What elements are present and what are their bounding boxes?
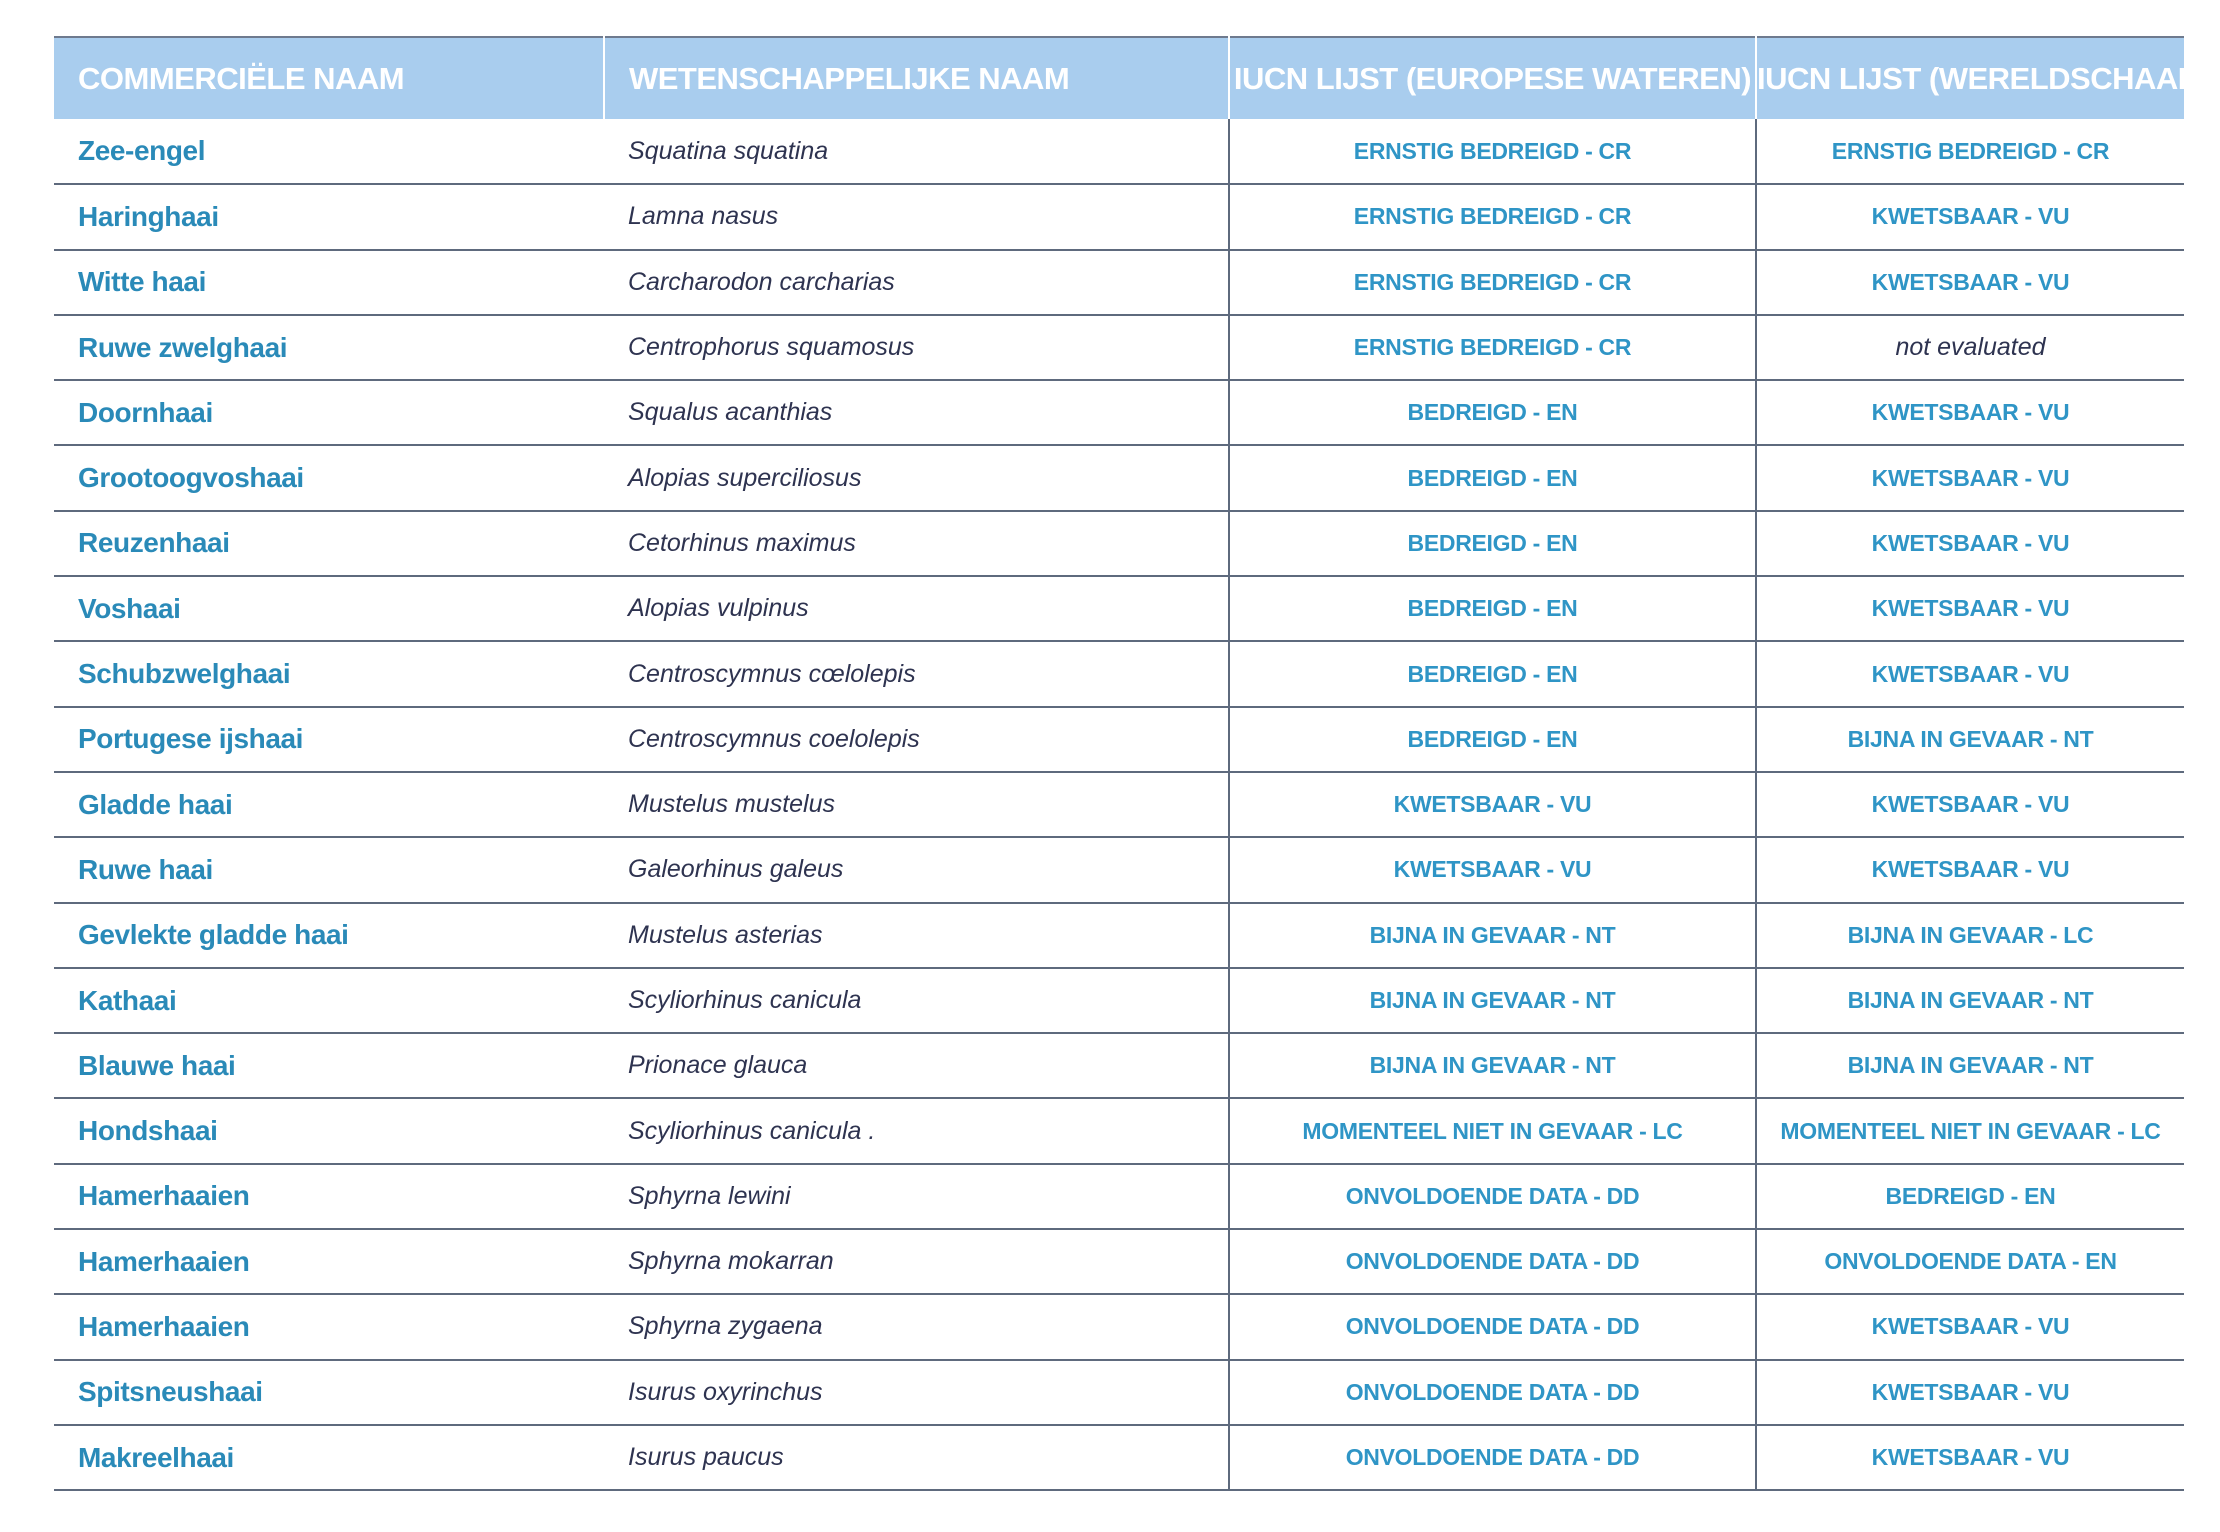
header-iucn-european: IUCN LIJST (EUROPESE WATEREN): [1229, 37, 1756, 119]
commercial-name: Hondshaai: [54, 1098, 604, 1163]
table-row: [54, 1360, 2184, 1425]
iucn-world-status: KWETSBAAR - VU: [1756, 511, 2184, 576]
commercial-name: Reuzenhaai: [54, 511, 604, 576]
iucn-world-status: MOMENTEEL NIET IN GEVAAR - LC: [1756, 1098, 2184, 1163]
table-row: [54, 380, 2184, 445]
iucn-world-status: BIJNA IN GEVAAR - NT: [1756, 1033, 2184, 1098]
iucn-european-status: ERNSTIG BEDREIGD - CR: [1229, 315, 1756, 380]
scientific-name: Alopias vulpinus: [604, 576, 1229, 641]
commercial-name: Zee-engel: [54, 119, 604, 184]
iucn-world-status: KWETSBAAR - VU: [1756, 380, 2184, 445]
commercial-name: Haringhaai: [54, 184, 604, 249]
iucn-european-status: ERNSTIG BEDREIGD - CR: [1229, 119, 1756, 184]
table-row: [54, 445, 2184, 510]
table-row: [54, 1164, 2184, 1229]
commercial-name: Doornhaai: [54, 380, 604, 445]
commercial-name: Hamerhaaien: [54, 1229, 604, 1294]
scientific-name: Scyliorhinus canicula: [604, 968, 1229, 1033]
shark-iucn-table-container: [54, 36, 2207, 1491]
commercial-name: Gladde haai: [54, 772, 604, 837]
iucn-world-status: BIJNA IN GEVAAR - NT: [1756, 968, 2184, 1033]
table-row: [54, 576, 2184, 641]
table-row: [54, 837, 2184, 902]
scientific-name: Prionace glauca: [604, 1033, 1229, 1098]
iucn-european-status: ONVOLDOENDE DATA - DD: [1229, 1164, 1756, 1229]
shark-iucn-table: [54, 36, 2207, 1491]
commercial-name: Blauwe haai: [54, 1033, 604, 1098]
commercial-name: Portugese ijshaai: [54, 707, 604, 772]
iucn-european-status: BEDREIGD - EN: [1229, 511, 1756, 576]
header-scientific-name: WETENSCHAPPELIJKE NAAM: [604, 37, 1229, 119]
iucn-world-status: ONVOLDOENDE DATA - EN: [1756, 1229, 2184, 1294]
iucn-european-status: BEDREIGD - EN: [1229, 641, 1756, 706]
iucn-european-status: BIJNA IN GEVAAR - NT: [1229, 903, 1756, 968]
iucn-world-status: ERNSTIG BEDREIGD - CR: [1756, 119, 2184, 184]
scientific-name: Cetorhinus maximus: [604, 511, 1229, 576]
table-row: [54, 707, 2184, 772]
iucn-european-status: ONVOLDOENDE DATA - DD: [1229, 1425, 1756, 1490]
iucn-world-status: BIJNA IN GEVAAR - LC: [1756, 903, 2184, 968]
table-row: [54, 250, 2184, 315]
iucn-world-status: KWETSBAAR - VU: [1756, 1360, 2184, 1425]
table-body: [54, 119, 2184, 1490]
scientific-name: Sphyrna zygaena: [604, 1294, 1229, 1359]
iucn-world-status: not evaluated: [1756, 315, 2184, 380]
scientific-name: Alopias superciliosus: [604, 445, 1229, 510]
table-header: [54, 37, 2207, 119]
iucn-world-status: KWETSBAAR - VU: [1756, 184, 2184, 249]
table-row: [54, 1294, 2184, 1359]
iucn-world-status: KWETSBAAR - VU: [1756, 641, 2184, 706]
scientific-name: Squalus acanthias: [604, 380, 1229, 445]
table-row: [54, 1229, 2184, 1294]
iucn-european-status: ONVOLDOENDE DATA - DD: [1229, 1229, 1756, 1294]
commercial-name: Spitsneushaai: [54, 1360, 604, 1425]
scientific-name: Isurus paucus: [604, 1425, 1229, 1490]
table-row: [54, 968, 2184, 1033]
header-row: [54, 37, 2184, 119]
iucn-european-status: ERNSTIG BEDREIGD - CR: [1229, 250, 1756, 315]
iucn-world-status: KWETSBAAR - VU: [1756, 445, 2184, 510]
commercial-name: Ruwe zwelghaai: [54, 315, 604, 380]
scientific-name: Lamna nasus: [604, 184, 1229, 249]
scientific-name: Squatina squatina: [604, 119, 1229, 184]
table-row: [54, 184, 2184, 249]
iucn-world-status: KWETSBAAR - VU: [1756, 250, 2184, 315]
iucn-world-status: BIJNA IN GEVAAR - NT: [1756, 707, 2184, 772]
scientific-name: Centroscymnus coelolepis: [604, 707, 1229, 772]
scientific-name: Sphyrna mokarran: [604, 1229, 1229, 1294]
scientific-name: Scyliorhinus canicula .: [604, 1098, 1229, 1163]
commercial-name: Hamerhaaien: [54, 1294, 604, 1359]
table-row: [54, 119, 2184, 184]
table-row: [54, 1425, 2184, 1490]
scientific-name: Sphyrna lewini: [604, 1164, 1229, 1229]
scientific-name: Mustelus asterias: [604, 903, 1229, 968]
iucn-world-status: KWETSBAAR - VU: [1756, 772, 2184, 837]
table-row: [54, 1098, 2184, 1163]
iucn-european-status: BEDREIGD - EN: [1229, 707, 1756, 772]
commercial-name: Hamerhaaien: [54, 1164, 604, 1229]
iucn-european-status: MOMENTEEL NIET IN GEVAAR - LC: [1229, 1098, 1756, 1163]
commercial-name: Schubzwelghaai: [54, 641, 604, 706]
header-commercial-name: COMMERCIËLE NAAM: [54, 37, 604, 119]
table-row: [54, 903, 2184, 968]
table-row: [54, 1033, 2184, 1098]
iucn-european-status: ONVOLDOENDE DATA - DD: [1229, 1294, 1756, 1359]
iucn-european-status: KWETSBAAR - VU: [1229, 772, 1756, 837]
table-row: [54, 641, 2184, 706]
header-iucn-world: IUCN LIJST (WERELDSCHAAL): [1756, 37, 2184, 119]
scientific-name: Mustelus mustelus: [604, 772, 1229, 837]
commercial-name: Witte haai: [54, 250, 604, 315]
iucn-world-status: KWETSBAAR - VU: [1756, 837, 2184, 902]
commercial-name: Grootoogvoshaai: [54, 445, 604, 510]
iucn-european-status: ERNSTIG BEDREIGD - CR: [1229, 184, 1756, 249]
table-row: [54, 315, 2184, 380]
iucn-european-status: KWETSBAAR - VU: [1229, 837, 1756, 902]
iucn-world-status: KWETSBAAR - VU: [1756, 576, 2184, 641]
table-row: [54, 772, 2184, 837]
commercial-name: Ruwe haai: [54, 837, 604, 902]
iucn-world-status: KWETSBAAR - VU: [1756, 1294, 2184, 1359]
scientific-name: Centroscymnus cœlolepis: [604, 641, 1229, 706]
iucn-european-status: BEDREIGD - EN: [1229, 445, 1756, 510]
commercial-name: Makreelhaai: [54, 1425, 604, 1490]
table-row: [54, 511, 2184, 576]
iucn-world-status: KWETSBAAR - VU: [1756, 1425, 2184, 1490]
iucn-european-status: BIJNA IN GEVAAR - NT: [1229, 1033, 1756, 1098]
commercial-name: Voshaai: [54, 576, 604, 641]
iucn-world-status: BEDREIGD - EN: [1756, 1164, 2184, 1229]
iucn-european-status: ONVOLDOENDE DATA - DD: [1229, 1360, 1756, 1425]
scientific-name: Centrophorus squamosus: [604, 315, 1229, 380]
commercial-name: Kathaai: [54, 968, 604, 1033]
scientific-name: Isurus oxyrinchus: [604, 1360, 1229, 1425]
scientific-name: Galeorhinus galeus: [604, 837, 1229, 902]
scientific-name: Carcharodon carcharias: [604, 250, 1229, 315]
commercial-name: Gevlekte gladde haai: [54, 903, 604, 968]
iucn-european-status: BEDREIGD - EN: [1229, 576, 1756, 641]
iucn-european-status: BEDREIGD - EN: [1229, 380, 1756, 445]
iucn-european-status: BIJNA IN GEVAAR - NT: [1229, 968, 1756, 1033]
